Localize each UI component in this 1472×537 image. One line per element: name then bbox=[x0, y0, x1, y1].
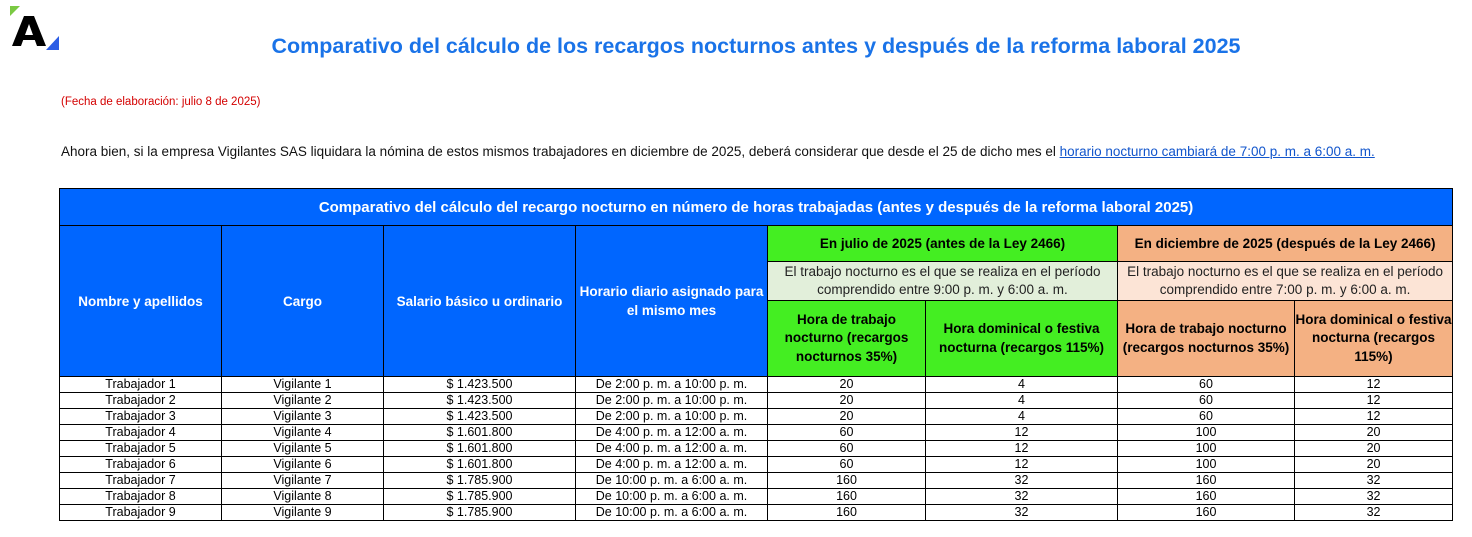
table-body bbox=[60, 377, 1453, 521]
after-holiday-hours-header: Hora dominical o festiva nocturna (recargos 115%) bbox=[1295, 301, 1453, 377]
cell-before-night-hours: 60 bbox=[768, 441, 926, 457]
cell-after-holiday-hours: 12 bbox=[1295, 377, 1453, 393]
col-header-role: Cargo bbox=[222, 226, 384, 377]
cell-name: Trabajador 1 bbox=[60, 377, 222, 393]
cell-before-holiday-hours: 12 bbox=[926, 441, 1118, 457]
cell-before-night-hours: 160 bbox=[768, 489, 926, 505]
cell-salary: $ 1.601.800 bbox=[384, 457, 576, 473]
cell-salary: $ 1.785.900 bbox=[384, 473, 576, 489]
cell-schedule: De 4:00 p. m. a 12:00 a. m. bbox=[576, 457, 768, 473]
cell-after-holiday-hours: 12 bbox=[1295, 409, 1453, 425]
cell-schedule: De 4:00 p. m. a 12:00 a. m. bbox=[576, 441, 768, 457]
table-row bbox=[60, 393, 1453, 409]
cell-schedule: De 10:00 p. m. a 6:00 a. m. bbox=[576, 473, 768, 489]
after-reform-header: En diciembre de 2025 (después de la Ley 2466) bbox=[1118, 226, 1453, 262]
cell-schedule: De 10:00 p. m. a 6:00 a. m. bbox=[576, 505, 768, 521]
cell-after-holiday-hours: 20 bbox=[1295, 441, 1453, 457]
cell-name: Trabajador 9 bbox=[60, 505, 222, 521]
cell-before-night-hours: 160 bbox=[768, 505, 926, 521]
cell-name: Trabajador 8 bbox=[60, 489, 222, 505]
cell-name: Trabajador 4 bbox=[60, 425, 222, 441]
cell-role: Vigilante 4 bbox=[222, 425, 384, 441]
cell-schedule: De 10:00 p. m. a 6:00 a. m. bbox=[576, 489, 768, 505]
cell-after-night-hours: 60 bbox=[1118, 409, 1295, 425]
col-header-salary: Salario básico u ordinario bbox=[384, 226, 576, 377]
cell-before-holiday-hours: 32 bbox=[926, 489, 1118, 505]
cell-before-holiday-hours: 12 bbox=[926, 425, 1118, 441]
elaboration-date: (Fecha de elaboración: julio 8 de 2025) bbox=[61, 96, 261, 108]
intro-paragraph bbox=[61, 144, 1375, 159]
cell-after-holiday-hours: 32 bbox=[1295, 489, 1453, 505]
cell-after-night-hours: 160 bbox=[1118, 505, 1295, 521]
before-reform-header: En julio de 2025 (antes de la Ley 2466) bbox=[768, 226, 1118, 262]
cell-salary: $ 1.601.800 bbox=[384, 441, 576, 457]
before-holiday-hours-header: Hora dominical o festiva nocturna (recargos 115%) bbox=[926, 301, 1118, 377]
table-row bbox=[60, 457, 1453, 473]
cell-after-holiday-hours: 32 bbox=[1295, 505, 1453, 521]
before-night-hours-header: Hora de trabajo nocturno (recargos nocturnos 35%) bbox=[768, 301, 926, 377]
cell-after-night-hours: 160 bbox=[1118, 489, 1295, 505]
table-row bbox=[60, 425, 1453, 441]
cell-schedule: De 2:00 p. m. a 10:00 p. m. bbox=[576, 377, 768, 393]
cell-after-night-hours: 60 bbox=[1118, 377, 1295, 393]
cell-schedule: De 2:00 p. m. a 10:00 p. m. bbox=[576, 409, 768, 425]
night-schedule-link[interactable]: horario nocturno cambiará de 7:00 p. m. a 6:00 a. m. bbox=[1059, 144, 1375, 159]
cell-after-night-hours: 60 bbox=[1118, 393, 1295, 409]
comparison-table bbox=[59, 188, 1453, 521]
cell-name: Trabajador 3 bbox=[60, 409, 222, 425]
intro-text: Ahora bien, si la empresa Vigilantes SAS liquidara la nómina de estos mismos trabajadores en diciembre de 2025, deberá considerar que desde el 25 de dicho mes el bbox=[61, 144, 1060, 159]
cell-before-holiday-hours: 12 bbox=[926, 457, 1118, 473]
cell-salary: $ 1.423.500 bbox=[384, 409, 576, 425]
table-row bbox=[60, 377, 1453, 393]
col-header-name: Nombre y apellidos bbox=[60, 226, 222, 377]
cell-before-holiday-hours: 4 bbox=[926, 377, 1118, 393]
table-row bbox=[60, 409, 1453, 425]
cell-after-holiday-hours: 32 bbox=[1295, 473, 1453, 489]
cell-role: Vigilante 2 bbox=[222, 393, 384, 409]
cell-name: Trabajador 6 bbox=[60, 457, 222, 473]
page-title: Comparativo del cálculo de los recargos nocturnos antes y después de la reforma laboral 2025 bbox=[271, 34, 1241, 58]
cell-salary: $ 1.423.500 bbox=[384, 377, 576, 393]
cell-before-night-hours: 20 bbox=[768, 377, 926, 393]
cell-name: Trabajador 7 bbox=[60, 473, 222, 489]
after-night-hours-header: Hora de trabajo nocturno (recargos nocturnos 35%) bbox=[1118, 301, 1295, 377]
cell-after-night-hours: 160 bbox=[1118, 473, 1295, 489]
cell-after-night-hours: 100 bbox=[1118, 457, 1295, 473]
table-caption: Comparativo del cálculo del recargo nocturno en número de horas trabajadas (antes y después de la reforma laboral 2025) bbox=[60, 189, 1453, 226]
cell-role: Vigilante 5 bbox=[222, 441, 384, 457]
table-row bbox=[60, 489, 1453, 505]
cell-before-night-hours: 160 bbox=[768, 473, 926, 489]
cell-role: Vigilante 6 bbox=[222, 457, 384, 473]
cell-before-holiday-hours: 4 bbox=[926, 393, 1118, 409]
cell-name: Trabajador 5 bbox=[60, 441, 222, 457]
cell-role: Vigilante 9 bbox=[222, 505, 384, 521]
cell-before-holiday-hours: 4 bbox=[926, 409, 1118, 425]
cell-salary: $ 1.423.500 bbox=[384, 393, 576, 409]
after-reform-description: El trabajo nocturno es el que se realiza en el período comprendido entre 7:00 p. m. y 6:00 a. m. bbox=[1118, 262, 1453, 301]
cell-after-night-hours: 100 bbox=[1118, 425, 1295, 441]
cell-name: Trabajador 2 bbox=[60, 393, 222, 409]
cell-schedule: De 2:00 p. m. a 10:00 p. m. bbox=[576, 393, 768, 409]
cell-role: Vigilante 3 bbox=[222, 409, 384, 425]
table-row bbox=[60, 505, 1453, 521]
cell-after-holiday-hours: 12 bbox=[1295, 393, 1453, 409]
table-row bbox=[60, 473, 1453, 489]
cell-before-night-hours: 20 bbox=[768, 393, 926, 409]
before-reform-description: El trabajo nocturno es el que se realiza en el período comprendido entre 9:00 p. m. y 6:00 a. m. bbox=[768, 262, 1118, 301]
cell-before-night-hours: 60 bbox=[768, 457, 926, 473]
cell-before-night-hours: 60 bbox=[768, 425, 926, 441]
cell-salary: $ 1.785.900 bbox=[384, 505, 576, 521]
cell-salary: $ 1.601.800 bbox=[384, 425, 576, 441]
cell-before-night-hours: 20 bbox=[768, 409, 926, 425]
cell-after-holiday-hours: 20 bbox=[1295, 425, 1453, 441]
cell-role: Vigilante 7 bbox=[222, 473, 384, 489]
cell-role: Vigilante 8 bbox=[222, 489, 384, 505]
table-row bbox=[60, 441, 1453, 457]
cell-after-night-hours: 100 bbox=[1118, 441, 1295, 457]
cell-before-holiday-hours: 32 bbox=[926, 473, 1118, 489]
cell-after-holiday-hours: 20 bbox=[1295, 457, 1453, 473]
cell-salary: $ 1.785.900 bbox=[384, 489, 576, 505]
cell-before-holiday-hours: 32 bbox=[926, 505, 1118, 521]
cell-role: Vigilante 1 bbox=[222, 377, 384, 393]
cell-schedule: De 4:00 p. m. a 12:00 a. m. bbox=[576, 425, 768, 441]
col-header-schedule: Horario diario asignado para el mismo mes bbox=[576, 226, 768, 377]
